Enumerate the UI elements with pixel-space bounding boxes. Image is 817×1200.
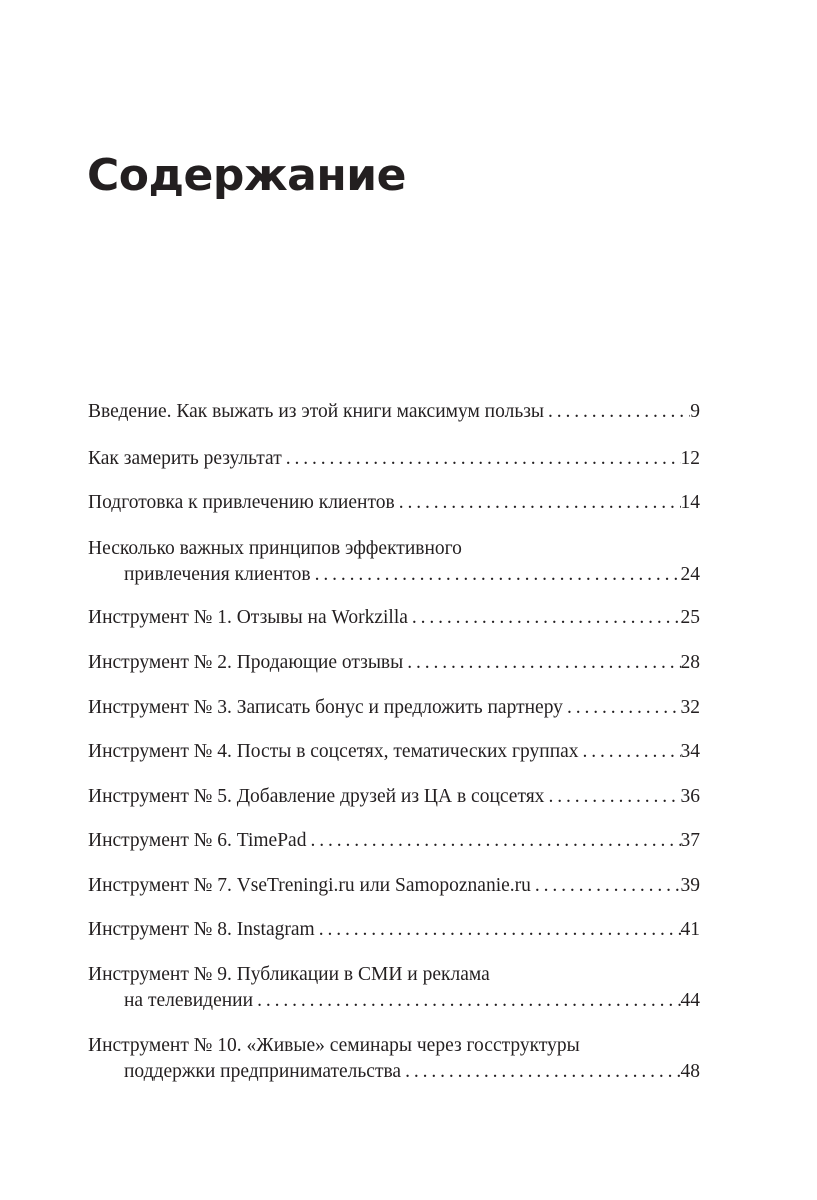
dot-leader bbox=[408, 605, 681, 631]
toc-entry-line bbox=[88, 650, 700, 676]
toc-entry-title: Инструмент № 1. Отзывы на Workzilla bbox=[88, 607, 408, 628]
toc-entry[interactable] bbox=[88, 962, 700, 1014]
dot-leader bbox=[579, 739, 681, 765]
toc-entry[interactable] bbox=[88, 1033, 700, 1085]
dot-leader bbox=[311, 562, 681, 588]
toc-entry-line bbox=[88, 562, 700, 588]
dot-leader bbox=[544, 784, 680, 810]
toc-entry-title: Как замерить результат bbox=[88, 448, 282, 469]
toc-page-number: 48 bbox=[680, 1061, 700, 1082]
toc-page-number: 12 bbox=[680, 448, 700, 469]
toc-entry-line bbox=[88, 873, 700, 899]
toc-entry-line bbox=[88, 1059, 700, 1085]
toc-entry-line bbox=[88, 784, 700, 810]
page-title: Содержание bbox=[87, 150, 406, 201]
toc-entry-title: Подготовка к привлечению клиентов bbox=[88, 492, 395, 513]
toc-entry[interactable] bbox=[88, 695, 700, 721]
toc-entry[interactable] bbox=[88, 873, 700, 899]
toc-entry-line bbox=[88, 988, 700, 1014]
toc-entry-line bbox=[88, 490, 700, 516]
toc-page-number: 44 bbox=[680, 990, 700, 1011]
toc-entry-line bbox=[88, 828, 700, 854]
toc-entry-line bbox=[88, 536, 700, 562]
toc-entry-title: Инструмент № 6. TimePad bbox=[88, 830, 307, 851]
toc-entry-line bbox=[88, 399, 700, 425]
toc-entry-title: Инструмент № 5. Добавление друзей из ЦА в соцсетях bbox=[88, 786, 545, 807]
toc-entry[interactable] bbox=[88, 490, 700, 516]
toc-entry-line bbox=[88, 962, 700, 988]
toc-page-number: 36 bbox=[680, 786, 700, 807]
toc-page-number: 14 bbox=[680, 492, 700, 513]
toc-page-number: 25 bbox=[680, 607, 700, 628]
toc-page-number: 37 bbox=[680, 830, 700, 851]
toc-entry-title: Инструмент № 4. Посты в соцсетях, тематических группах bbox=[88, 741, 579, 762]
dot-leader bbox=[531, 873, 681, 899]
toc-entry-title: Инструмент № 3. Записать бонус и предложить партнеру bbox=[88, 697, 563, 718]
toc-page-number: 28 bbox=[680, 652, 700, 673]
toc-entry-title: Введение. Как выжать из этой книги максимум пользы bbox=[88, 401, 545, 422]
dot-leader bbox=[306, 828, 680, 854]
toc-entry-title: Инструмент № 9. Публикации в СМИ и реклама bbox=[88, 964, 490, 985]
toc-entry[interactable] bbox=[88, 536, 700, 588]
toc-entry-line bbox=[88, 739, 700, 765]
toc-page-number: 32 bbox=[680, 697, 700, 718]
dot-leader bbox=[395, 490, 681, 516]
toc-page-number: 34 bbox=[680, 741, 700, 762]
toc-entry-line bbox=[88, 1033, 700, 1059]
toc-entry[interactable] bbox=[88, 399, 700, 425]
toc-entry[interactable] bbox=[88, 828, 700, 854]
toc-page-number: 24 bbox=[680, 564, 700, 585]
toc-entry-title: Инструмент № 8. Instagram bbox=[88, 919, 315, 940]
dot-leader bbox=[403, 650, 680, 676]
toc-entry[interactable] bbox=[88, 605, 700, 631]
toc-page-number: 41 bbox=[680, 919, 700, 940]
toc-entry-title: Инструмент № 2. Продающие отзывы bbox=[88, 652, 404, 673]
toc-page-number: 39 bbox=[680, 875, 700, 896]
toc-entry[interactable] bbox=[88, 917, 700, 943]
toc-entry-title: Инструмент № 7. VseTreningi.ru или Samopoznanie.ru bbox=[88, 875, 531, 896]
dot-leader bbox=[563, 695, 681, 721]
toc-entry[interactable] bbox=[88, 739, 700, 765]
toc-entry-line bbox=[88, 605, 700, 631]
toc-entry-title: Несколько важных принципов эффективного bbox=[88, 538, 462, 559]
toc-entry-title: на телевидении bbox=[124, 990, 254, 1011]
toc-entry[interactable] bbox=[88, 784, 700, 810]
toc-entry-title: Инструмент № 10. «Живые» семинары через госструктуры bbox=[88, 1035, 580, 1056]
toc-entry-line bbox=[88, 446, 700, 472]
toc-entry-line bbox=[88, 917, 700, 943]
dot-leader bbox=[401, 1059, 680, 1085]
toc-entry[interactable] bbox=[88, 650, 700, 676]
toc-entry-line bbox=[88, 695, 700, 721]
toc-page-number: 9 bbox=[690, 401, 700, 422]
dot-leader bbox=[282, 446, 681, 472]
dot-leader bbox=[544, 399, 690, 425]
toc-entry-title: привлечения клиентов bbox=[124, 564, 311, 585]
toc-entry-title: поддержки предпринимательства bbox=[124, 1061, 402, 1082]
dot-leader bbox=[315, 917, 681, 943]
toc-entry[interactable] bbox=[88, 446, 700, 472]
dot-leader bbox=[253, 988, 680, 1014]
